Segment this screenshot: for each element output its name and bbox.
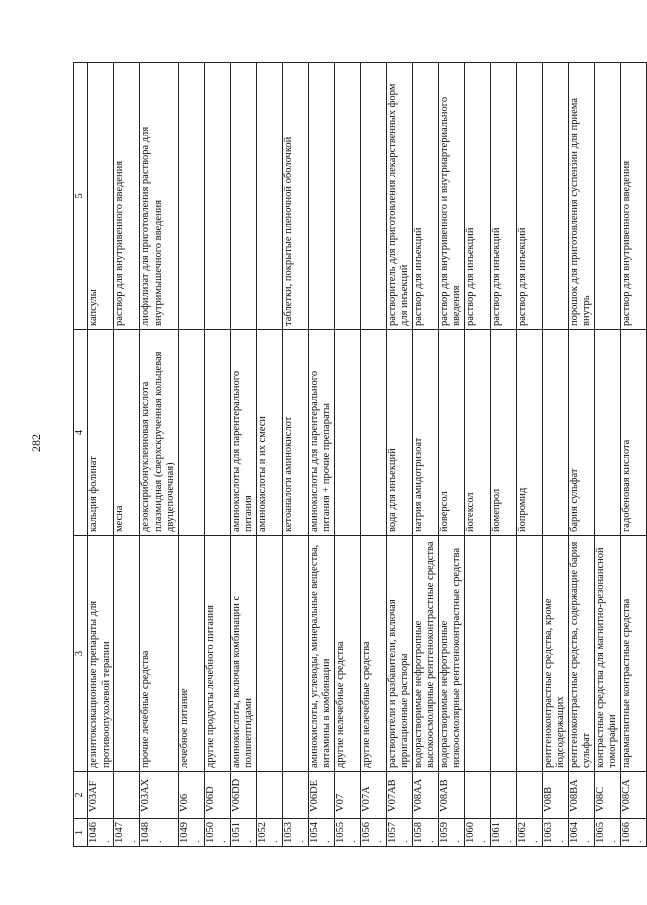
header-cell-5: 5 bbox=[74, 63, 88, 330]
row-number-cell: 1064. bbox=[568, 819, 594, 847]
drug-name-cell: йопромид bbox=[516, 330, 542, 536]
drug-name-cell: гадобеновая кислота bbox=[620, 330, 646, 536]
row-number-cell: 1046. bbox=[88, 819, 114, 847]
atc-code-cell: V08BA bbox=[568, 772, 594, 819]
table-row bbox=[516, 63, 542, 847]
pharmacological-group-cell bbox=[516, 536, 542, 772]
drug-name-cell bbox=[178, 330, 204, 536]
table-row bbox=[464, 63, 490, 847]
row-number-cell: 1055. bbox=[334, 819, 360, 847]
dosage-form-cell: растворитель для приготовления лекарственных форм для инъекций bbox=[386, 63, 412, 330]
table-container bbox=[73, 63, 644, 847]
dosage-form-cell bbox=[360, 63, 386, 330]
pharmacological-group-cell: другие нелечебные средства bbox=[360, 536, 386, 772]
atc-code-cell bbox=[516, 772, 542, 819]
pharmacological-group-cell bbox=[464, 536, 490, 772]
dosage-form-cell bbox=[178, 63, 204, 330]
pharmacological-group-cell bbox=[256, 536, 282, 772]
pharmacological-group-cell: растворители и разбавители, включая ирригационные растворы bbox=[386, 536, 412, 772]
row-number-cell: 1047. bbox=[114, 819, 140, 847]
row-number-cell: 1058. bbox=[412, 819, 438, 847]
header-cell-3: 3 bbox=[74, 536, 88, 772]
drug-name-cell: аминокислоты для парентерального питания + прочие препараты bbox=[308, 330, 334, 536]
atc-code-cell bbox=[282, 772, 308, 819]
table-row bbox=[256, 63, 282, 847]
row-number-cell: 1048. bbox=[140, 819, 179, 847]
atc-code-cell bbox=[464, 772, 490, 819]
page-number: 282 bbox=[29, 434, 43, 452]
row-number-cell: 1056. bbox=[360, 819, 386, 847]
pharmacological-group-cell: аминокислоты, углеводы, минеральные вещества, витамины в комбинации bbox=[308, 536, 334, 772]
atc-code-cell bbox=[256, 772, 282, 819]
atc-code-cell bbox=[114, 772, 140, 819]
dosage-form-cell bbox=[594, 63, 620, 330]
dosage-form-cell: раствор для инъекций bbox=[464, 63, 490, 330]
atc-code-cell: V06 bbox=[178, 772, 204, 819]
row-number-cell: 1052. bbox=[256, 819, 282, 847]
dosage-form-cell bbox=[230, 63, 256, 330]
row-number-cell: 1057. bbox=[386, 819, 412, 847]
dosage-form-cell: порошок для приготовления суспензии для приема внутрь bbox=[568, 63, 594, 330]
atc-code-cell: V08CA bbox=[620, 772, 646, 819]
dosage-form-cell: раствор для инъекций bbox=[516, 63, 542, 330]
table-row bbox=[308, 63, 334, 847]
drug-name-cell: аминокислоты для парентерального питания bbox=[230, 330, 256, 536]
drug-name-cell bbox=[594, 330, 620, 536]
drug-name-cell bbox=[542, 330, 568, 536]
atc-code-cell: V08B bbox=[542, 772, 568, 819]
row-number-cell: 1049. bbox=[178, 819, 204, 847]
table-row bbox=[542, 63, 568, 847]
table-row bbox=[88, 63, 114, 847]
atc-code-cell: V06DD bbox=[230, 772, 256, 819]
drug-name-cell: йоверсол bbox=[438, 330, 464, 536]
header-cell-1: 1 bbox=[74, 819, 88, 847]
row-number-cell: 1053. bbox=[282, 819, 308, 847]
atc-code-cell: V07A bbox=[360, 772, 386, 819]
pharmacological-group-cell: рентгеноконтрастные средства, кроме йодсодержащих bbox=[542, 536, 568, 772]
row-number-cell: 1063. bbox=[542, 819, 568, 847]
row-number-cell: 1060. bbox=[464, 819, 490, 847]
pharmacological-group-cell: другие продукты лечебного питания bbox=[204, 536, 230, 772]
row-number-cell: 1059. bbox=[438, 819, 464, 847]
pharmacological-group-cell: рентгеноконтрастные средства, содержащие бария сульфат bbox=[568, 536, 594, 772]
drug-name-cell bbox=[204, 330, 230, 536]
atc-code-cell: V06D bbox=[204, 772, 230, 819]
dosage-form-cell bbox=[256, 63, 282, 330]
table-row bbox=[594, 63, 620, 847]
dosage-form-cell: раствор для внутривенного введения bbox=[620, 63, 646, 330]
drug-name-cell: месна bbox=[114, 330, 140, 536]
pharmacological-group-cell: водорастворимые нефротропные низкоосмолярные рентгеноконтрастные средства bbox=[438, 536, 464, 772]
row-number-cell: 1065. bbox=[594, 819, 620, 847]
table-row bbox=[360, 63, 386, 847]
drug-name-cell: кальция фолинат bbox=[88, 330, 114, 536]
pharmacological-group-cell bbox=[282, 536, 308, 772]
row-number-cell: 1061. bbox=[490, 819, 516, 847]
dosage-form-cell bbox=[308, 63, 334, 330]
dosage-form-cell bbox=[542, 63, 568, 330]
table-row bbox=[140, 63, 179, 847]
drug-name-cell: вода для инъекций bbox=[386, 330, 412, 536]
row-number-cell: 1062. bbox=[516, 819, 542, 847]
pharmacological-group-cell bbox=[114, 536, 140, 772]
dosage-form-cell: капсулы bbox=[88, 63, 114, 330]
pharmacological-group-cell: дезинтоксикационные препараты для противоопухолевой терапии bbox=[88, 536, 114, 772]
table-row bbox=[114, 63, 140, 847]
atc-code-cell: V03AX bbox=[140, 772, 179, 819]
drug-name-cell: дезоксирибонуклеиновая кислота плазмидная (сверхскрученная кольцевая двуцепочечная) bbox=[140, 330, 179, 536]
row-number-cell: 1050. bbox=[204, 819, 230, 847]
table-row bbox=[204, 63, 230, 847]
table-row bbox=[386, 63, 412, 847]
atc-code-cell: V08AB bbox=[438, 772, 464, 819]
row-number-cell: 1051. bbox=[230, 819, 256, 847]
row-number-cell: 1054. bbox=[308, 819, 334, 847]
table-row bbox=[568, 63, 594, 847]
pharmacological-group-cell: лечебное питание bbox=[178, 536, 204, 772]
atc-code-cell: V07AB bbox=[386, 772, 412, 819]
table-row bbox=[230, 63, 256, 847]
table-row bbox=[438, 63, 464, 847]
drug-name-cell: йомепрол bbox=[490, 330, 516, 536]
pharmacological-group-cell: прочие лечебные средства bbox=[140, 536, 179, 772]
atc-code-cell: V08C bbox=[594, 772, 620, 819]
atc-code-cell: V08AA bbox=[412, 772, 438, 819]
dosage-form-cell: раствор для внутривенного и внутриартериального введения bbox=[438, 63, 464, 330]
dosage-form-cell: раствор для инъекций bbox=[490, 63, 516, 330]
drug-name-cell bbox=[334, 330, 360, 536]
drug-name-cell: кетоаналоги аминокислот bbox=[282, 330, 308, 536]
table-row bbox=[282, 63, 308, 847]
table-row bbox=[334, 63, 360, 847]
table-row bbox=[620, 63, 646, 847]
atc-code-cell: V06DE bbox=[308, 772, 334, 819]
drug-name-cell: аминокислоты и их смеси bbox=[256, 330, 282, 536]
pharmacological-group-cell: другие нелечебные средства bbox=[334, 536, 360, 772]
atc-code-cell: V03AF bbox=[88, 772, 114, 819]
dosage-form-cell: лиофилизат для приготовления раствора для внутримышечного введения bbox=[140, 63, 179, 330]
pharmacological-group-cell: аминокислоты, включая комбинации с полипептидами bbox=[230, 536, 256, 772]
dosage-form-cell bbox=[334, 63, 360, 330]
pharmacological-group-cell: парамагнитные контрастные средства bbox=[620, 536, 646, 772]
pharmacological-group-cell: водорастворимые нефротропные высокоосмолярные рентгеноконтрастные средства bbox=[412, 536, 438, 772]
header-cell-2: 2 bbox=[74, 772, 88, 819]
table-row bbox=[412, 63, 438, 847]
dosage-form-cell: раствор для внутривенного введения bbox=[114, 63, 140, 330]
table-row bbox=[178, 63, 204, 847]
header-row bbox=[74, 63, 88, 847]
pharmacological-group-cell: контрастные средства для магнитно-резонансной томографии bbox=[594, 536, 620, 772]
drug-name-cell: бария сульфат bbox=[568, 330, 594, 536]
pharmacological-group-cell bbox=[490, 536, 516, 772]
drug-name-cell: йогексол bbox=[464, 330, 490, 536]
atc-code-cell bbox=[490, 772, 516, 819]
dosage-form-cell bbox=[204, 63, 230, 330]
drug-table bbox=[73, 62, 647, 847]
table-row bbox=[490, 63, 516, 847]
drug-name-cell bbox=[360, 330, 386, 536]
row-number-cell: 1066. bbox=[620, 819, 646, 847]
dosage-form-cell: таблетки, покрытые пленочной оболочкой bbox=[282, 63, 308, 330]
header-cell-4: 4 bbox=[74, 330, 88, 536]
drug-name-cell: натрия амидотризоат bbox=[412, 330, 438, 536]
dosage-form-cell: раствор для инъекций bbox=[412, 63, 438, 330]
atc-code-cell: V07 bbox=[334, 772, 360, 819]
